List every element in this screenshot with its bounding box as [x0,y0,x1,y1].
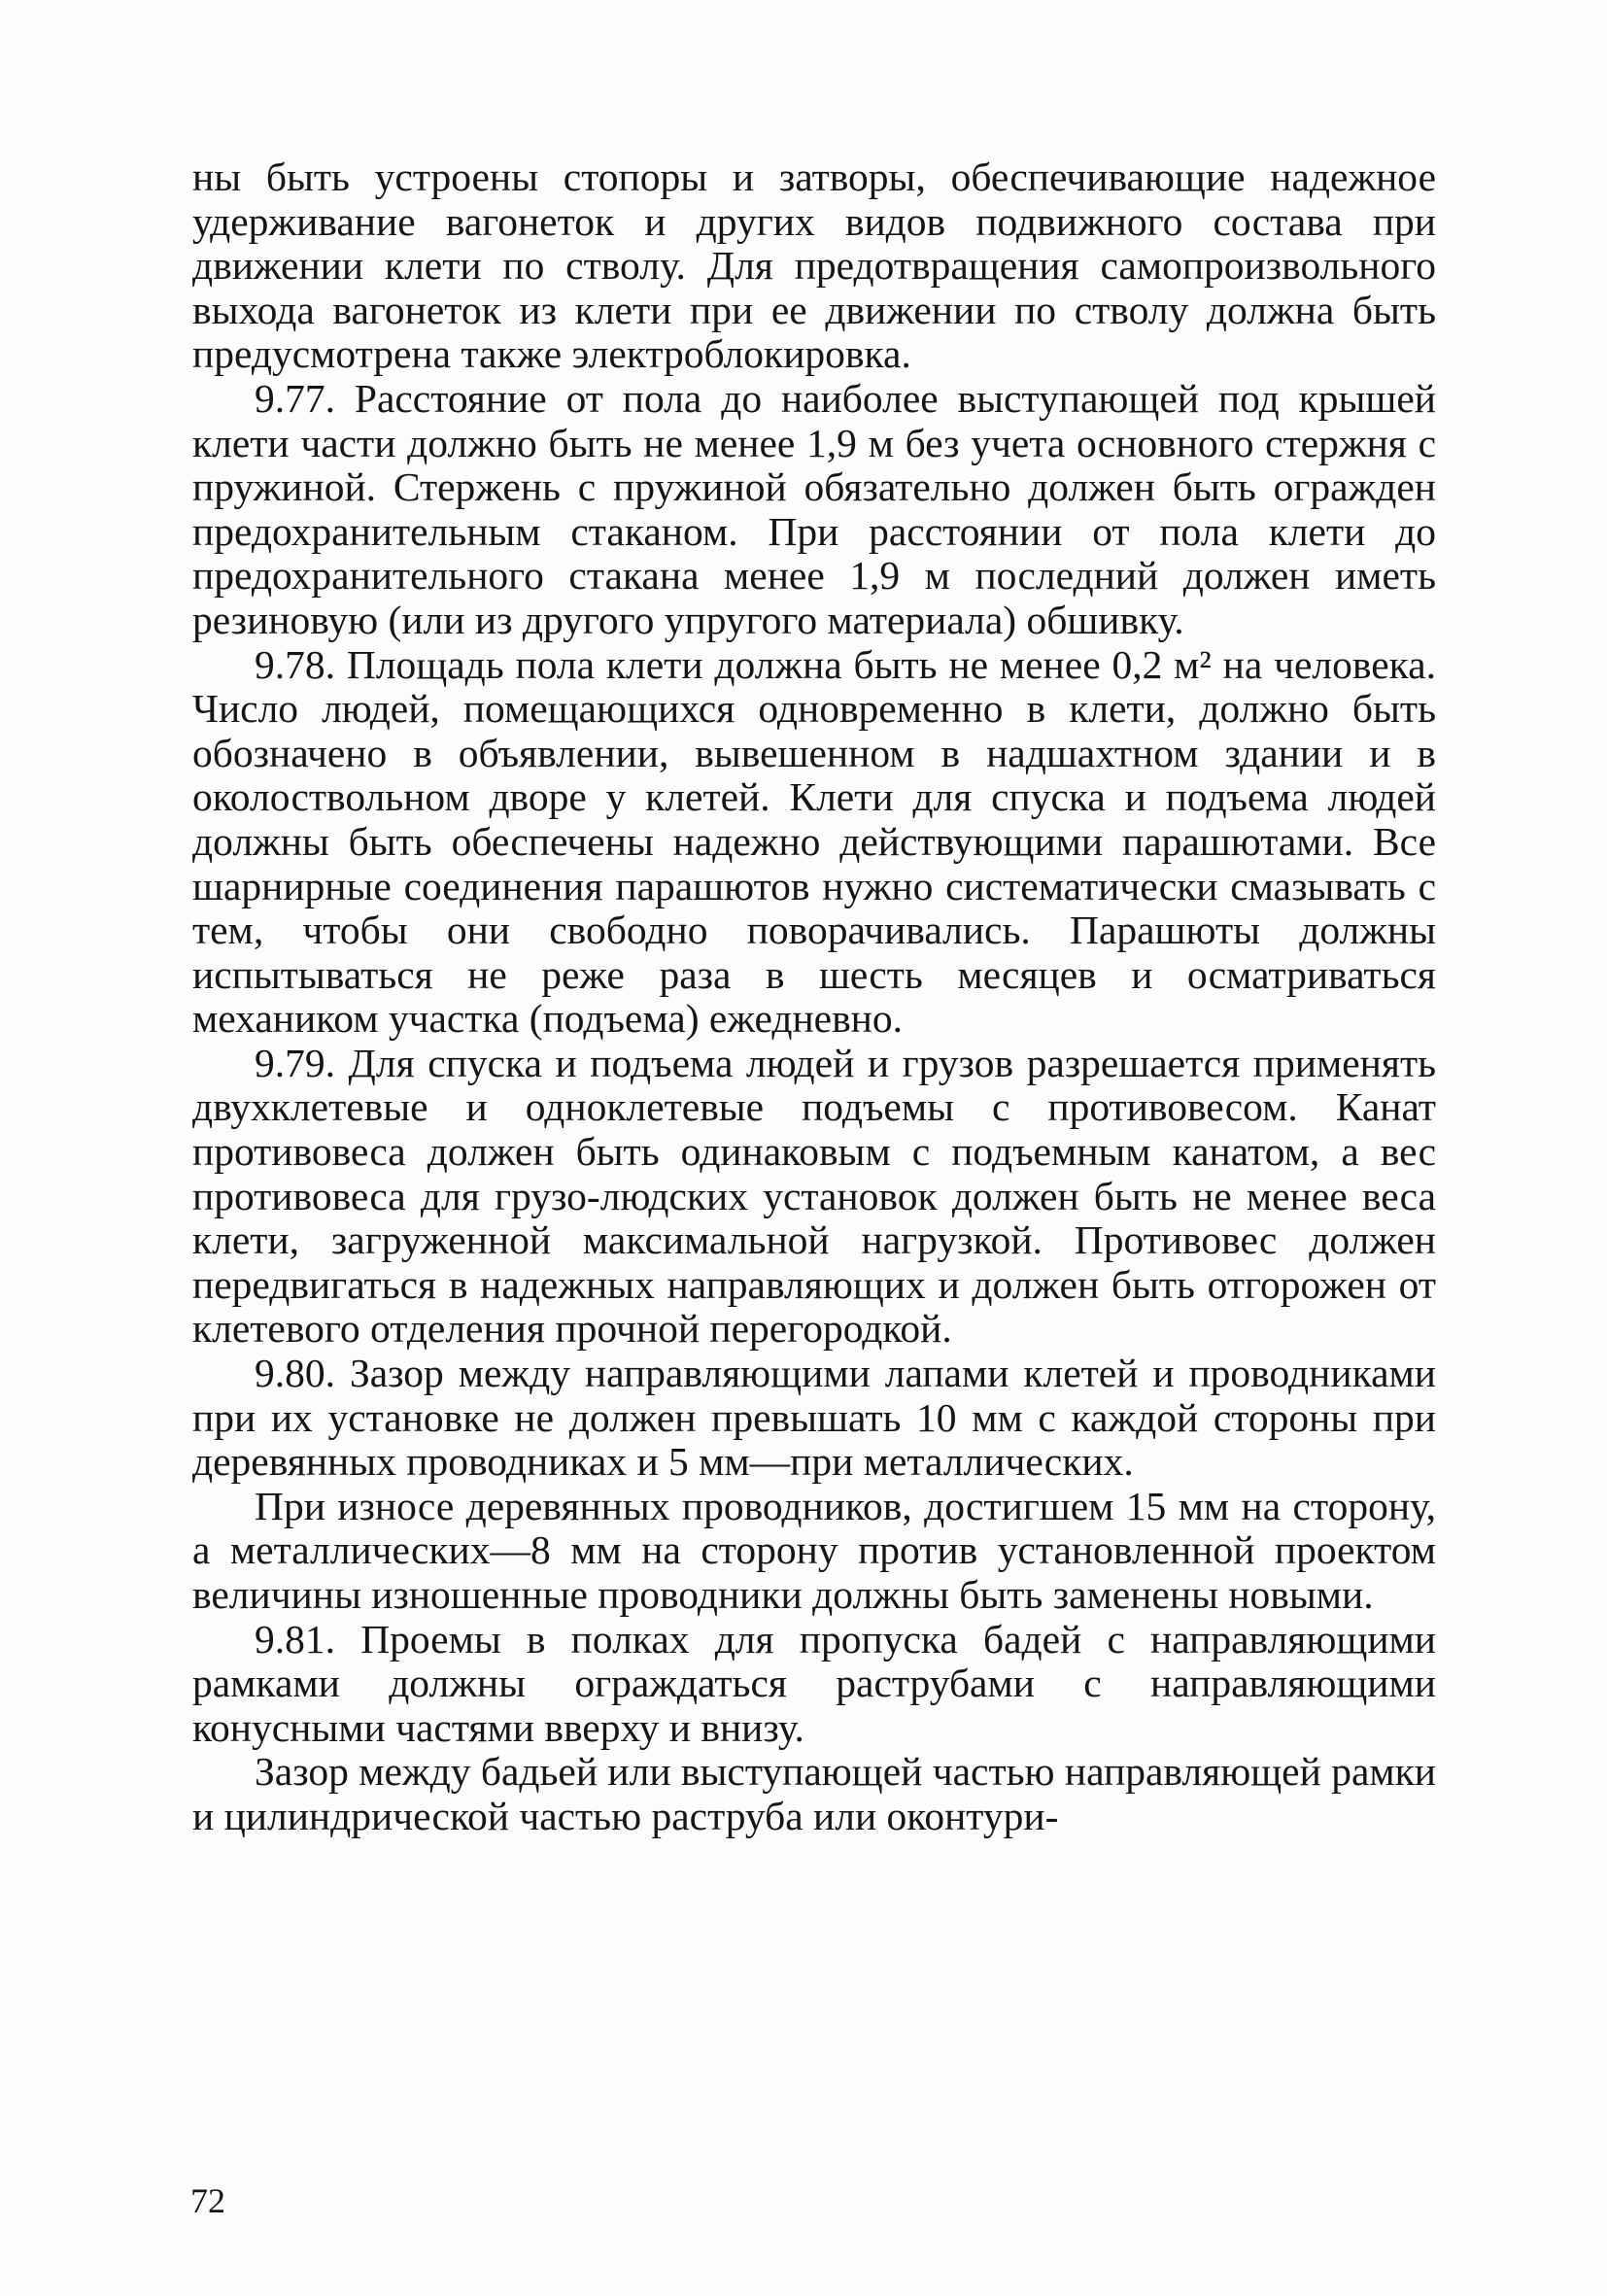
paragraph-9-81 [192,1618,1436,1751]
paragraph-text: Площадь пола клети должна быть не менее 0,2 м² на человека. Число людей, помещающихся одновременно в клети, должно быть обозначено в объявлении, вывешенном в надшахтном здании и в околоствольном дворе у клетей. Клети для спуска и подъема людей должны быть обеспечены надежно действующими парашютами. Все шарнирные соединения парашютов нужно систематически смазывать с тем, чтобы они свободно поворачивались. Парашюты должны испытываться не реже раза в шесть месяцев и осматриваться механиком участка (подъема) ежедневно. [192,641,1436,1042]
clause-number: 9.77. [255,375,335,421]
clause-number: 9.79. [255,1040,335,1085]
paragraph-text: Для спуска и подъема людей и грузов разрешается применять двухклетевые и одноклетевые подъемы с противовесом. Канат противовеса должен быть одинаковым с подъемным канатом, а вес противовеса для грузо-людских установок должен быть не менее веса клети, загруженной максимальной нагрузкой. Противовес должен передвигаться в надежных направляющих и должен быть отгорожен от клетевого отделения прочной перегородкой. [192,1040,1437,1352]
paragraph-text: Проемы в полках для пропуска бадей с направляющими рамками должны ограждаться раструбами с направляющими конусными частями вверху и внизу. [192,1616,1437,1750]
paragraph-text: ны быть устроены стопоры и затворы, обеспечивающие надежное удерживание вагонеток и других видов подвижного состава при движении клети по стволу. Для предотвращения самопроизвольного выхода вагонеток из клети при ее движении по стволу должна быть предусмотрена также электроблокировка. [192,154,1436,377]
page-number: 72 [190,2181,225,2220]
paragraph-text: При износе деревянных проводников, достигшем 15 мм на сторону, а металлических—8 мм на сторону против установленной проектом величины изношенные проводники должны быть заменены новыми. [192,1483,1436,1617]
paragraph-9-80 [192,1352,1436,1485]
paragraph-9-78 [192,643,1436,1042]
clause-number: 9.78. [255,641,335,687]
paragraph-continuation [192,155,1436,377]
paragraph-9-81-gap [192,1750,1436,1838]
paragraph-9-77 [192,377,1436,643]
paragraph-text: Зазор между бадьей или выступающей частью направляющей рамки и цилиндрической частью раструба или оконтури- [192,1749,1436,1838]
clause-number: 9.80. [255,1351,335,1396]
paragraph-9-79 [192,1042,1436,1352]
clause-number: 9.81. [255,1616,335,1662]
paragraph-9-80-wear [192,1485,1436,1618]
paragraph-text: Зазор между направляющими лапами клетей и проводниками при их установке не должен превышать 10 мм с каждой стороны при деревянных проводниках и 5 мм—при металлических. [192,1351,1436,1485]
body-text [192,155,1436,1839]
paragraph-text: Расстояние от пола до наиболее выступающей под крышей клети части должно быть не менее 1,9 м без учета основного стержня с пружиной. Стержень с пружиной обязательно должен быть огражден предохранительным стаканом. При расстоянии от пола клети до предохранительного стакана менее 1,9 м последний должен иметь резиновую (или из другого упругого материала) обшивку. [192,375,1437,642]
